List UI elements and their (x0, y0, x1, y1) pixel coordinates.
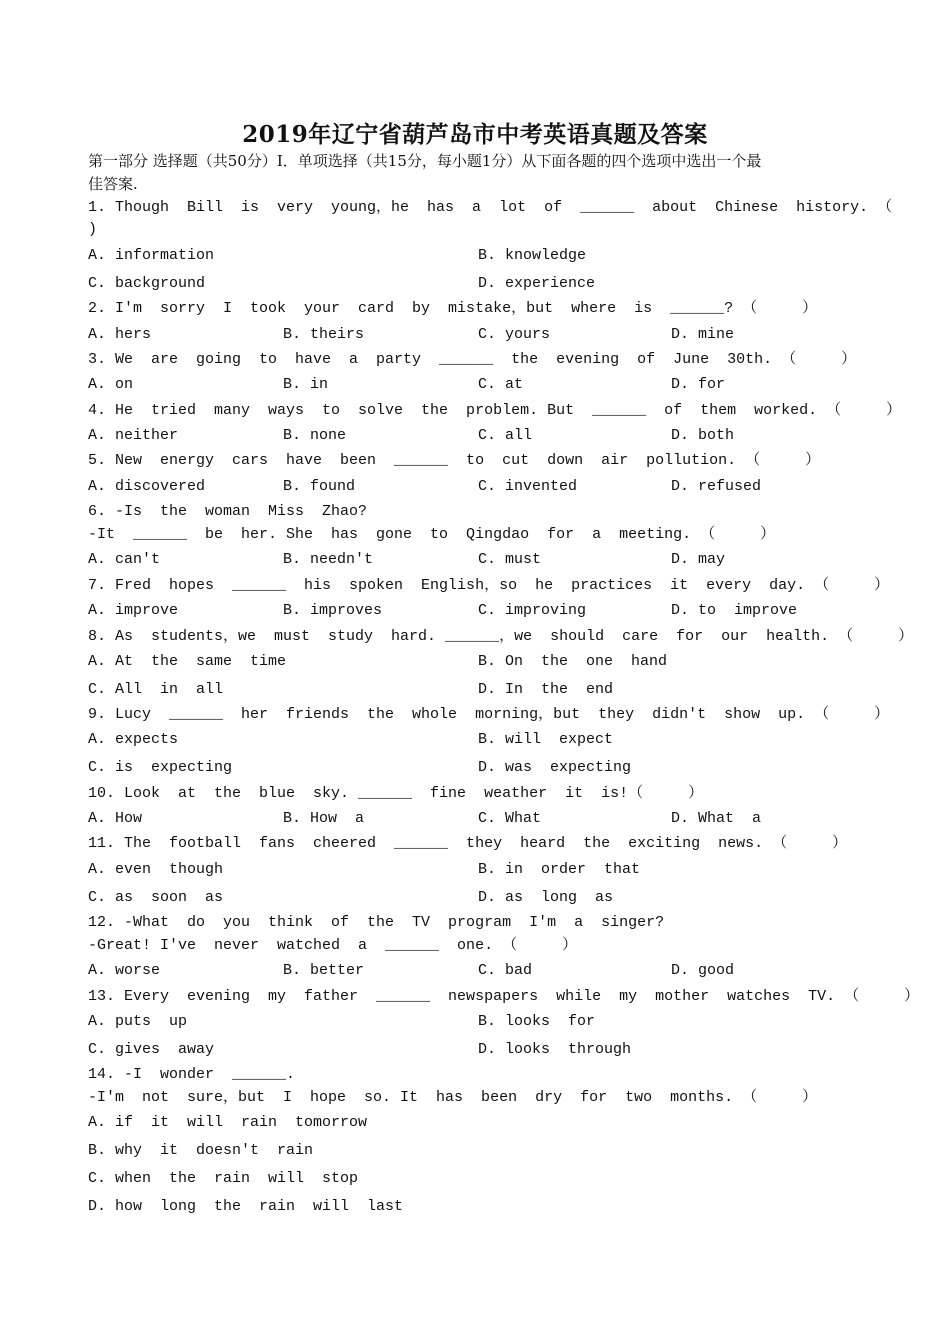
question-8-option-a: A. At the same time (88, 653, 287, 670)
question-11-stem: 11. The football fans cheered ______ they heard the exciting news. （ ） (88, 835, 848, 852)
question-5-option-b: B. found (283, 478, 356, 495)
question-6-stem: 6. -Is the woman Miss Zhao? (88, 503, 368, 520)
question-9-option-c: C. is expecting (88, 759, 233, 776)
question-10-stem: 10. Look at the blue sky. ______ fine weather it is!（ ） (88, 785, 704, 802)
question-8-stem: 8. As students，we must study hard. ______，we should care for our health. （ ） (88, 628, 914, 645)
question-5-option-d: D. refused (671, 478, 762, 495)
question-13-option-b: B. looks for (478, 1013, 596, 1030)
section-intro-cont: 佳答案. (88, 175, 138, 193)
question-1-stem: 1. Though Bill is very young，he has a lot of ______ about Chinese history. （ (88, 199, 893, 216)
question-3-option-d: D. for (671, 376, 726, 393)
question-4-option-b: B. none (283, 427, 347, 444)
question-9-option-a: A. expects (88, 731, 179, 748)
section-intro: 第一部分 选择题（共50分）Ⅰ．单项选择（共15分，每小题1分）从下面各题的四个选项中选出一个最 (88, 152, 762, 170)
question-12-option-c: C. bad (478, 962, 533, 979)
question-14-stem: 14. -I wonder ______. (88, 1066, 296, 1083)
question-13-option-c: C. gives away (88, 1041, 215, 1058)
question-9-option-d: D. was expecting (478, 759, 632, 776)
question-6-stem-cont: -It ______ be her. She has gone to Qingdao for a meeting. （ ） (88, 526, 776, 543)
question-2-stem: 2. I'm sorry I took your card by mistake，but where is ______? （ ） (88, 300, 818, 317)
question-12-option-a: A. worse (88, 962, 161, 979)
question-11-option-a: A. even though (88, 861, 224, 878)
question-3-option-a: A. on (88, 376, 134, 393)
question-2-option-d: D. mine (671, 326, 735, 343)
question-2-option-a: A. hers (88, 326, 152, 343)
question-1-option-b: B. knowledge (478, 247, 587, 264)
question-9-stem: 9. Lucy ______ her friends the whole morning，but they didn't show up. （ ） (88, 706, 890, 723)
question-13-option-a: A. puts up (88, 1013, 188, 1030)
question-14-option-d: D. how long the rain will last (88, 1198, 404, 1215)
question-2-option-c: C. yours (478, 326, 551, 343)
question-6-option-d: D. may (671, 551, 726, 568)
question-3-stem: 3. We are going to have a party ______ the evening of June 30th. （ ） (88, 351, 857, 368)
question-1-option-c: C. background (88, 275, 206, 292)
question-14-option-c: C. when the rain will stop (88, 1170, 359, 1187)
question-9-option-b: B. will expect (478, 731, 614, 748)
question-5-option-c: C. invented (478, 478, 578, 495)
question-6-option-b: B. needn't (283, 551, 374, 568)
question-5-option-a: A. discovered (88, 478, 206, 495)
question-11-option-c: C. as soon as (88, 889, 224, 906)
question-12-option-b: B. better (283, 962, 365, 979)
page-title: 2019年辽宁省葫芦岛市中考英语真题及答案 (242, 121, 708, 148)
question-3-option-b: B. in (283, 376, 329, 393)
question-4-stem: 4. He tried many ways to solve the problem. But ______ of them worked. （ ） (88, 402, 902, 419)
question-6-option-a: A. can't (88, 551, 161, 568)
question-3-option-c: C. at (478, 376, 524, 393)
question-7-option-d: D. to improve (671, 602, 798, 619)
question-1-option-a: A. information (88, 247, 215, 264)
question-10-option-a: A. How (88, 810, 143, 827)
question-7-option-b: B. improves (283, 602, 383, 619)
question-7-option-c: C. improving (478, 602, 587, 619)
question-8-option-d: D. In the end (478, 681, 614, 698)
question-5-stem: 5. New energy cars have been ______ to cut down air pollution. （ ） (88, 452, 821, 469)
question-10-option-c: C. What (478, 810, 542, 827)
question-13-stem: 13. Every evening my father ______ newspapers while my mother watches TV. （ ） (88, 988, 920, 1005)
question-2-option-b: B. theirs (283, 326, 365, 343)
question-12-stem-cont: -Great! I've never watched a ______ one. （ ） (88, 937, 578, 954)
question-1-option-d: D. experience (478, 275, 596, 292)
question-14-stem-cont: -I'm not sure，but I hope so. It has been dry for two months. （ ） (88, 1089, 818, 1106)
question-8-option-b: B. On the one hand (478, 653, 668, 670)
question-4-option-a: A. neither (88, 427, 179, 444)
question-1-stem-cont: ) (88, 221, 98, 238)
question-12-stem: 12. -What do you think of the TV program I'm a singer? (88, 914, 665, 931)
question-11-option-b: B. in order that (478, 861, 641, 878)
question-14-option-b: B. why it doesn't rain (88, 1142, 314, 1159)
question-7-stem: 7. Fred hopes ______ his spoken English，so he practices it every day. （ ） (88, 577, 890, 594)
question-7-option-a: A. improve (88, 602, 179, 619)
question-13-option-d: D. looks through (478, 1041, 632, 1058)
question-4-option-d: D. both (671, 427, 735, 444)
question-14-option-a: A. if it will rain tomorrow (88, 1114, 368, 1131)
question-8-option-c: C. All in all (88, 681, 224, 698)
question-11-option-d: D. as long as (478, 889, 614, 906)
question-10-option-b: B. How a (283, 810, 365, 827)
question-4-option-c: C. all (478, 427, 533, 444)
question-6-option-c: C. must (478, 551, 542, 568)
question-12-option-d: D. good (671, 962, 735, 979)
question-10-option-d: D. What a (671, 810, 762, 827)
